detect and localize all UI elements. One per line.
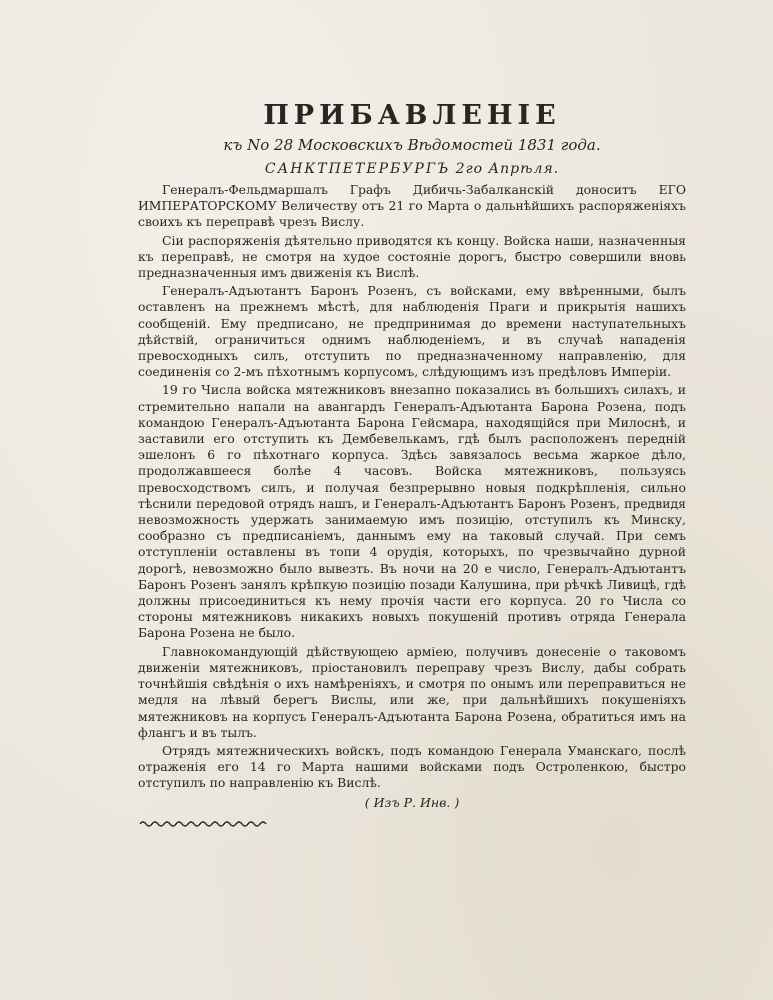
paragraph: Главнокомандующiй дѣйствующею армiею, получивъ донесенiе о таковомъ движенiи мятежниковъ, прiостановилъ переправу чрезъ Вислу, дабы собрать точнѣйшiя свѣдѣнiя о ихъ намѣренiяхъ, и смотря по онымъ или переправиться не медля на лѣвый берегъ Вислы, или же, при дальнѣйшихъ покушенiяхъ мятежниковъ на корпусъ Генералъ-Адъютанта Барона Розена, обратиться имъ на флангъ и въ тылъ. [138,643,686,740]
dateline-city: САНКТПЕТЕРБУРГЪ [264,161,451,177]
page-subtitle: къ No 28 Московскихъ Вѣдомостей 1831 года. [223,136,601,154]
ornamental-rule [138,818,268,830]
dateline-date: 2го Апрѣля. [455,161,560,177]
document-page [138,98,686,834]
paragraph: Сiи распоряженiя дѣятельно приводятся къ концу. Войска наши, назначенныя къ переправѣ, не смотря на худое состоянiе дорогъ, быстро совершили вновь предназначенныя имъ движенiя къ Вислѣ. [138,232,686,281]
article-body [138,182,686,792]
paragraph: Отрядъ мятежническихъ войскъ, подъ командою Генерала Уманскаго, послѣ отраженiя его 14 го Марта нашими войсками подъ Остроленкою, быстро отступилъ по направленiю къ Вислѣ. [138,742,686,791]
paragraph: Генералъ-Фельдмаршалъ Графъ Дибичь-Забалканскiй доноситъ ЕГО ИМПЕРАТОРСКОМУ Величеству отъ 21 го Марта о дальнѣйшихъ распоряженiяхъ своихъ къ переправѣ чрезъ Вислу. [138,182,686,230]
page-title: ПРИБАВЛЕНIЕ [263,100,561,131]
paragraph: 19 го Числа войска мятежниковъ внезапно показались въ большихъ силахъ, и стремительно напали на авангардъ Генералъ-Адъютанта Барона Розена, подъ командою Генералъ-Адъютанта Барона Гейсмара, находящiйся при Милоснѣ, и заставили его отступить къ Дембевелькамъ, гдѣ былъ расположенъ переднiй эшелонъ 6 го пѣхотнаго корпуса. Здѣсь завязалось весьма жаркое дѣло, продолжавшееся болѣе 4 часовъ. Войска мятежниковъ, пользуясь превосходствомъ силъ, и получая безпрерывно новыя подкрѣпленiя, сильно тѣснили передовой отрядъ нашъ, и Генералъ-Адъютантъ Баронъ Розенъ, предвидя невозможность удержать занимаемую имъ позицiю, отступилъ къ Минску, сообразно съ предписанiемъ, даннымъ ему на таковый случай. При семъ отступленiи оставлены въ топи 4 орудiя, которыхъ, по чрезвычайно дурной дорогѣ, невозможно было вывезть. Въ ночи на 20 е число, Генералъ-Адъютантъ Баронъ Розенъ занялъ крѣпкую позицiю позади Калушина, при рѣчкѣ Ливицѣ, гдѣ должны присоединиться къ нему прочiя части его корпуса. 20 го Числа со стороны мятежниковъ никакихъ новыхъ покушенiй противъ отряда Генерала Барона Розена не было. [138,382,686,641]
dateline [138,156,686,182]
paragraph: Генералъ-Адъютантъ Баронъ Розенъ, съ войсками, ему ввѣренными, былъ оставленъ на прежнемъ мѣстѣ, для наблюденiя Праги и прикрытiя нашихъ сообщенiй. Ему предписано, не предпринимая до времени наступательныхъ дѣйствiй, ограничиться однимъ наблюденiемъ, и въ случаѣ нападенiя превосходныхъ силъ, отступить по предназначенному направленiю, для соединенiя со 2-мъ пѣхотнымъ корпусомъ, слѣдующимъ изъ предѣловъ Имперiи. [138,283,686,380]
source-citation: ( Изъ Р. Инв. ) [364,794,460,810]
